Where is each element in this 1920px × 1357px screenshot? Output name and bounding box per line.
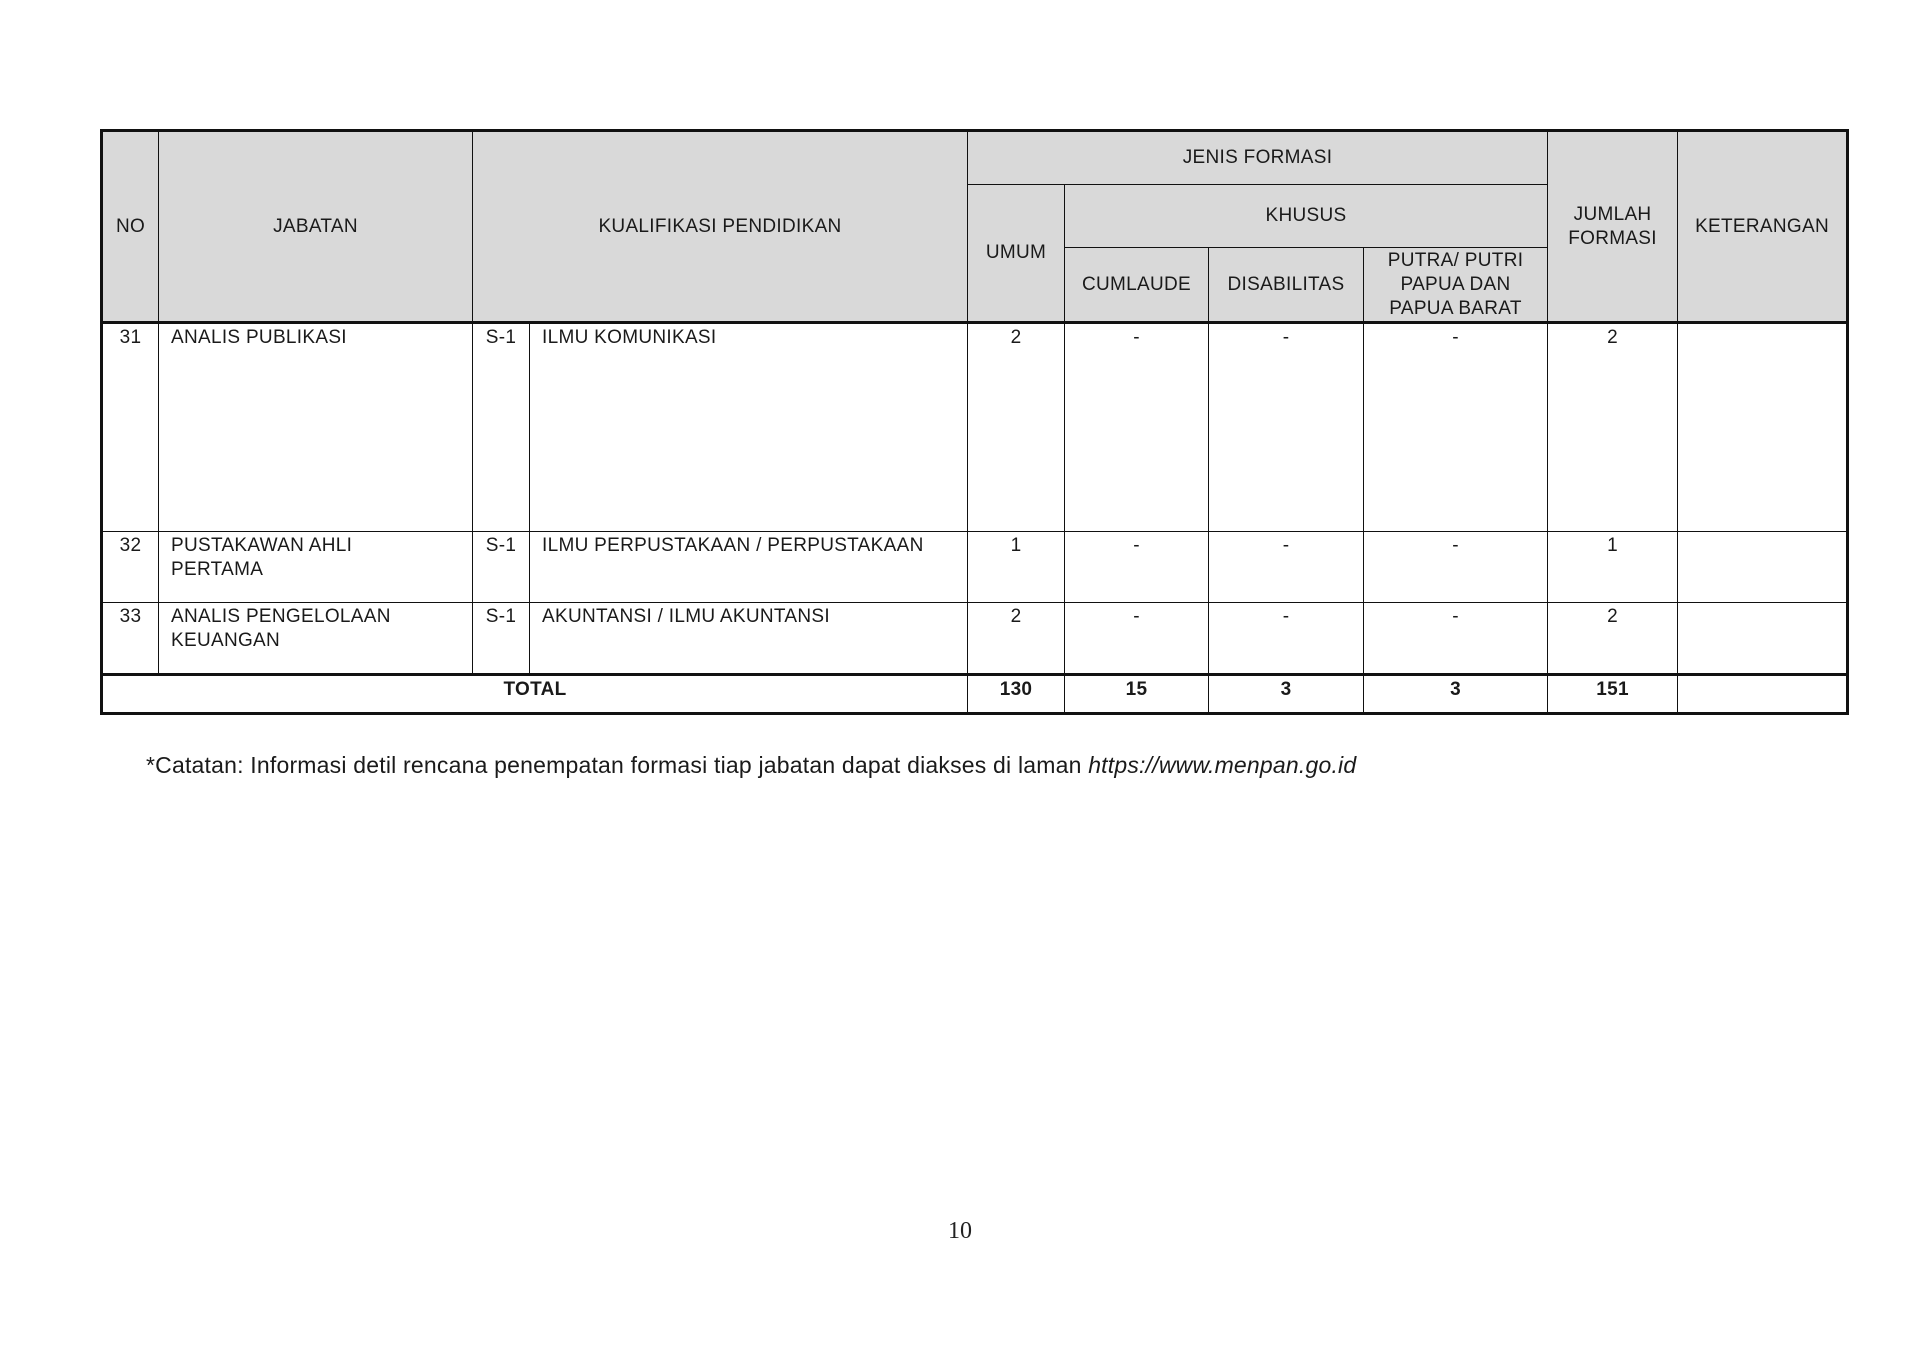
header-umum: UMUM <box>968 185 1065 323</box>
cell-jabatan-line1: ANALIS PENGELOLAAN <box>171 606 391 627</box>
footnote-url[interactable]: https://www.menpan.go.id <box>1088 752 1357 778</box>
table-body <box>102 323 1848 714</box>
cell-no: 32 <box>102 532 159 603</box>
total-row <box>102 675 1848 714</box>
cell-jabatan <box>159 532 473 603</box>
cell-jumlah: 1 <box>1548 532 1678 603</box>
header-disabilitas: DISABILITAS <box>1209 248 1364 323</box>
header-jumlah-line2: FORMASI <box>1568 227 1657 249</box>
page-number: 10 <box>948 1218 972 1244</box>
cell-disabilitas: - <box>1209 532 1364 603</box>
header-kualifikasi: KUALIFIKASI PENDIDIKAN <box>473 131 968 323</box>
cell-umum: 2 <box>968 603 1065 675</box>
cell-keterangan <box>1678 532 1848 603</box>
cell-jurusan: ILMU PERPUSTAKAAN / PERPUSTAKAAN <box>530 532 968 603</box>
footnote <box>146 752 1356 779</box>
cell-jabatan-line2: PERTAMA <box>171 559 264 580</box>
cell-jumlah: 2 <box>1548 603 1678 675</box>
header-khusus: KHUSUS <box>1065 185 1548 248</box>
cell-jabatan <box>159 323 473 532</box>
table-row <box>102 532 1848 603</box>
cell-umum: 2 <box>968 323 1065 532</box>
cell-jumlah: 2 <box>1548 323 1678 532</box>
cell-level: S-1 <box>473 532 530 603</box>
total-cumlaude: 15 <box>1065 675 1209 714</box>
cell-disabilitas: - <box>1209 323 1364 532</box>
cell-umum: 1 <box>968 532 1065 603</box>
cell-papua: - <box>1364 323 1548 532</box>
header-jumlah-line1: JUMLAH <box>1573 203 1652 225</box>
table-row <box>102 323 1848 532</box>
cell-cumlaude: - <box>1065 323 1209 532</box>
total-label: TOTAL <box>102 675 968 714</box>
footnote-text: *Catatan: Informasi detil rencana penempatan formasi tiap jabatan dapat diakses di laman <box>146 752 1089 778</box>
total-jumlah: 151 <box>1548 675 1678 714</box>
header-papua-line1: PUTRA/ PUTRI <box>1387 249 1524 271</box>
cell-papua: - <box>1364 603 1548 675</box>
header-no: NO <box>102 131 159 323</box>
table-header <box>102 131 1848 323</box>
cell-cumlaude: - <box>1065 603 1209 675</box>
header-jabatan: JABATAN <box>159 131 473 323</box>
cell-level: S-1 <box>473 603 530 675</box>
total-umum: 130 <box>968 675 1065 714</box>
total-disabilitas: 3 <box>1209 675 1364 714</box>
header-putra-putri-papua <box>1364 248 1548 323</box>
cell-jurusan: AKUNTANSI / ILMU AKUNTANSI <box>530 603 968 675</box>
formasi-table <box>100 129 1849 715</box>
cell-cumlaude: - <box>1065 532 1209 603</box>
cell-papua: - <box>1364 532 1548 603</box>
header-papua-line2: PAPUA DAN <box>1400 273 1511 295</box>
cell-jabatan-line1: ANALIS PUBLIKASI <box>171 327 347 348</box>
cell-disabilitas: - <box>1209 603 1364 675</box>
header-cumlaude: CUMLAUDE <box>1065 248 1209 323</box>
cell-jurusan: ILMU KOMUNIKASI <box>530 323 968 532</box>
cell-jabatan-line2: KEUANGAN <box>171 630 281 651</box>
cell-keterangan <box>1678 323 1848 532</box>
cell-keterangan <box>1678 603 1848 675</box>
header-jenis-formasi: JENIS FORMASI <box>968 131 1548 185</box>
table-row <box>102 603 1848 675</box>
total-papua: 3 <box>1364 675 1548 714</box>
cell-level: S-1 <box>473 323 530 532</box>
cell-jabatan-line1: PUSTAKAWAN AHLI <box>171 535 353 556</box>
cell-jabatan <box>159 603 473 675</box>
cell-no: 33 <box>102 603 159 675</box>
header-papua-line3: PAPUA BARAT <box>1389 297 1522 319</box>
header-keterangan: KETERANGAN <box>1678 131 1848 323</box>
header-jumlah-formasi <box>1548 131 1678 323</box>
total-keterangan <box>1678 675 1848 714</box>
cell-no: 31 <box>102 323 159 532</box>
